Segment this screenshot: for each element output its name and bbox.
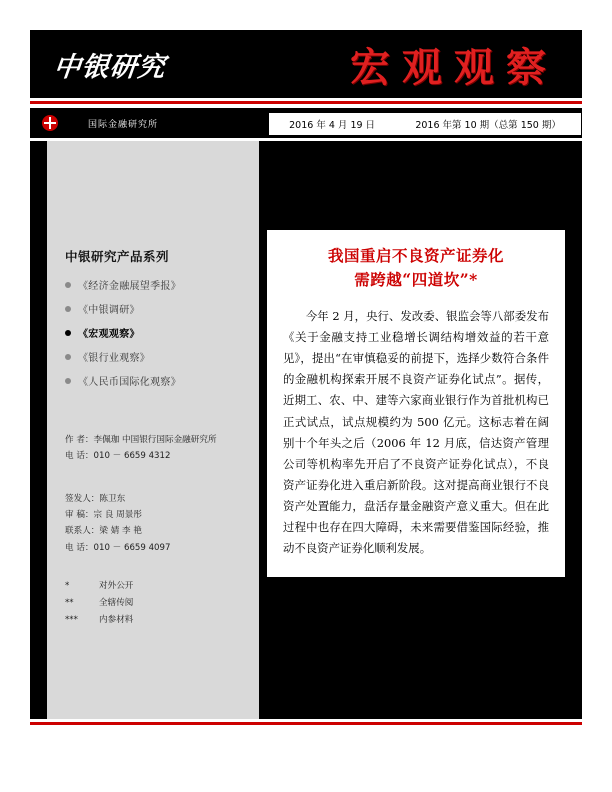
top-red-divider xyxy=(30,101,582,104)
legend-label: 全辖传阅 xyxy=(99,598,134,609)
masthead xyxy=(30,30,582,98)
issue-number: 2016 年第 10 期（总第 150 期） xyxy=(415,120,561,131)
bullet-icon xyxy=(65,354,71,360)
sidebar-item-label: 《人民币国际化观察》 xyxy=(78,377,181,388)
bullet-icon xyxy=(65,306,71,312)
legend-star: * xyxy=(65,580,70,591)
legend-row-public xyxy=(65,578,241,595)
sidebar-item-rmb-internationalization[interactable] xyxy=(65,373,241,388)
contact-phone: 电 话：010 － 6659 4097 xyxy=(65,542,171,553)
issuer-line: 签发人：陈卫东 xyxy=(65,493,126,504)
author-meta xyxy=(65,432,241,465)
article-title-line-1: 我国重启不良资产证券化 xyxy=(327,246,504,265)
institution-name: 国际金融研究所 xyxy=(88,119,159,130)
sidebar xyxy=(47,141,259,719)
legend-label: 对外公开 xyxy=(99,580,134,591)
article-body: 今年 2 月，央行、发改委、银监会等八部委发布《关于金融支持工业稳增长调结构增效益的若干意见》，提出“在审慎稳妥的前提下，选择少数符合条件的金融机构探索开展不良资产证券化试点”。据传，近期工、农、中、建等六家商业银行作为首批机构已正式试点，试点规模约为 500 亿元。这标志着在阔别十个年头之后（2006 年 12 月底，信达资产管理公司等机构率先开启了不良资产证券化试点），不良资产证券化进入重启新阶段。这对提高商业银行不良资产处置能力，盘活存量金融资产意义重大。但在此过程中也存在四大障碍，未来需要借鉴国际经验，推动不良资产证券化顺利发展。 xyxy=(283,309,549,556)
bottom-red-divider xyxy=(30,722,582,725)
issue-date: 2016 年 4 月 19 日 xyxy=(289,120,376,131)
series-title: 中银研究产品系列 xyxy=(65,249,170,264)
bullet-icon xyxy=(65,330,71,336)
bullet-icon xyxy=(65,378,71,384)
contact-line: 联系人：梁 婧 李 艳 xyxy=(65,526,142,537)
issue-info-box xyxy=(268,112,582,136)
author-line: 作 者：李佩珈 中国银行国际金融研究所 xyxy=(65,435,217,445)
legend-star: ** xyxy=(65,598,74,609)
sidebar-item-research[interactable] xyxy=(65,301,241,316)
publication-title: 宏观观察 xyxy=(350,43,558,91)
document-body xyxy=(30,141,582,719)
article-title xyxy=(283,244,549,292)
author-phone: 电 话：010 － 6659 4312 xyxy=(65,451,171,462)
sidebar-item-label: 《宏观观察》 xyxy=(78,329,140,340)
sidebar-item-quarterly[interactable] xyxy=(65,277,241,292)
sidebar-item-banking-observation[interactable] xyxy=(65,349,241,364)
distribution-legend xyxy=(65,578,241,630)
institution-logo-icon xyxy=(42,115,58,131)
sidebar-item-label: 《银行业观察》 xyxy=(78,353,151,364)
legend-label: 内参材料 xyxy=(99,615,134,626)
legend-star: *** xyxy=(65,615,78,626)
sidebar-item-macro-observation[interactable] xyxy=(65,325,241,340)
series-list xyxy=(65,277,241,388)
editorial-meta xyxy=(65,491,241,556)
sidebar-item-label: 《中银调研》 xyxy=(78,305,140,316)
publisher-logo: 中银研究 xyxy=(52,51,168,83)
legend-row-internal xyxy=(65,595,241,612)
reviewer-line: 审 稿：宗 良 周景彤 xyxy=(65,509,142,520)
bullet-icon xyxy=(65,282,71,288)
article-title-line-2: 需跨越“四道坎”* xyxy=(354,270,478,290)
article-panel xyxy=(266,229,566,578)
sidebar-item-label: 《经济金融展望季报》 xyxy=(78,281,181,292)
legend-row-reference xyxy=(65,612,241,629)
